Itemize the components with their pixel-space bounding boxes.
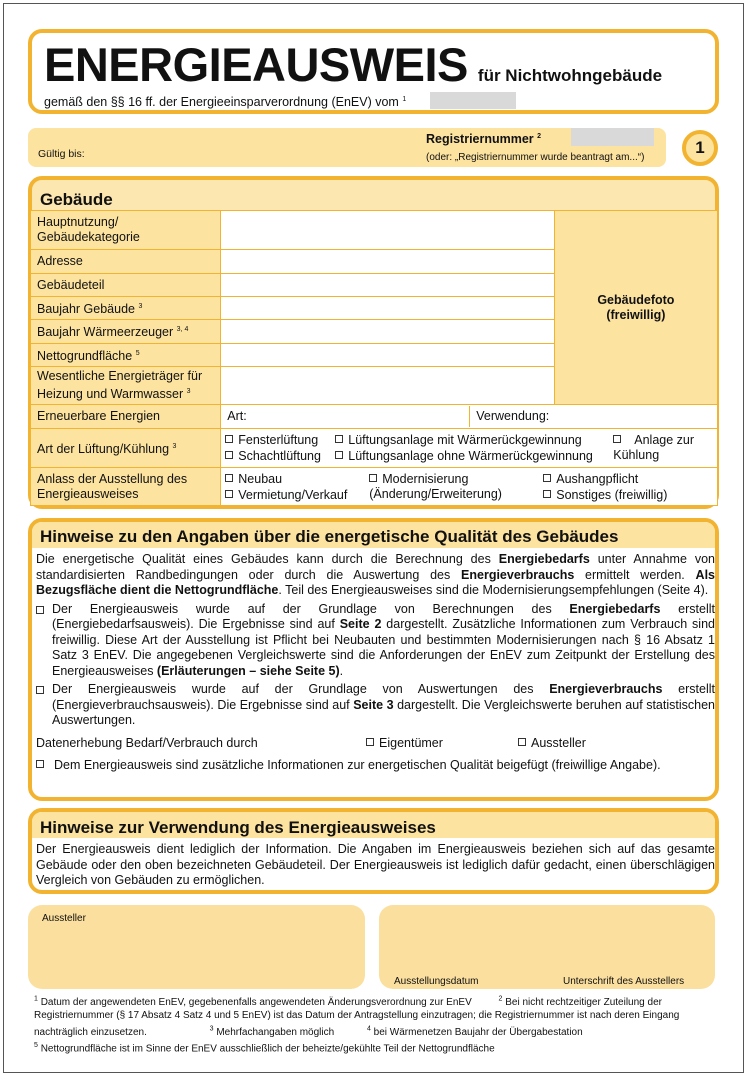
occasion-options xyxy=(221,468,718,506)
usage-title: Hinweise zur Verwendung des Energieausweises xyxy=(40,818,436,837)
notes-body xyxy=(36,552,715,772)
construction-year-field[interactable] xyxy=(221,297,554,320)
building-section xyxy=(28,176,719,509)
option-modernisation[interactable] xyxy=(369,472,534,502)
extra-info-option[interactable] xyxy=(36,758,715,772)
registration-label xyxy=(426,132,541,146)
footnote-number: 4 xyxy=(366,1025,371,1033)
usage-text: Der Energieausweis dient lediglich der Information. Die Angaben im Energieausweis beziehen sich auf das gesamte Gebäude oder den oben bezeichneten Gebäudeteil. Der Energieausweis ist lediglich dafür gedacht, einen überschlägigen Vergleich von Gebäuden zu ermöglichen. xyxy=(36,842,715,887)
checkbox[interactable] xyxy=(225,490,233,498)
option-label: Schachtlüftung xyxy=(238,449,321,463)
footnote-text: Bei nicht rechtzeitiger Zuteilung der Registriernummer (§ 17 Absatz 4 Satz 4 und 5 EnEV) ist das Datum der Antragstellung einzutragen; die Registriernummer ist nach deren Eingang nachträglich einzusetzen. xyxy=(34,997,680,1038)
option-label: Lüftungsanlage mit Wärmerückgewinnung xyxy=(348,433,582,447)
option-label: Aussteller xyxy=(531,735,586,750)
option-new-build[interactable] xyxy=(225,472,282,487)
footnote-text: Nettogrundfläche ist im Sinne der EnEV ausschließlich der beheizte/gekühlte Teil der Nettogrundfläche xyxy=(40,1042,495,1054)
label-text: Art der Lüftung/Kühlung xyxy=(37,442,170,457)
option-label: Dem Energieausweis sind zusätzliche Informationen zur energetischen Qualität beigefügt (freiwillige Angabe). xyxy=(54,757,661,772)
checkbox[interactable] xyxy=(366,738,374,746)
footnote-ref: 3, 4 xyxy=(176,326,189,334)
consumption-checkbox[interactable] xyxy=(36,686,44,694)
registration-bar xyxy=(28,128,666,167)
emphasis: Energieverbrauchs xyxy=(461,567,575,582)
main-use-field[interactable] xyxy=(221,211,554,250)
net-floor-area-field[interactable] xyxy=(221,344,554,367)
building-part-field[interactable] xyxy=(221,274,554,297)
checkbox[interactable] xyxy=(225,435,233,443)
label-text: Wesentliche Energieträger für Heizung und Warmwasser xyxy=(37,368,203,402)
row-label xyxy=(31,429,221,468)
option-label: Anlage zur Kühlung xyxy=(613,433,695,462)
building-table xyxy=(30,210,718,506)
notes-title: Hinweise zu den Angaben über die energetische Qualität des Gebäudes xyxy=(40,527,619,546)
option-label: Modernisierung (Änderung/Erweiterung) xyxy=(369,472,502,501)
emphasis: Energieverbrauchs xyxy=(549,682,663,696)
photo-label: Gebäudefoto xyxy=(597,292,675,307)
footnote-3 xyxy=(210,1027,335,1038)
checkbox[interactable] xyxy=(335,451,343,459)
text: Der Energieausweis wurde auf der Grundlage von Berechnungen des xyxy=(52,601,570,616)
text: ermittelt werden. xyxy=(574,567,696,582)
consumption-option xyxy=(36,682,715,729)
text: erstellt (Energieverbrauchsausweis). Die Ergebnisse sind auf xyxy=(52,682,715,712)
registration-label-text: Registriernummer xyxy=(426,132,534,146)
issue-date-label: Ausstellungsdatum xyxy=(394,976,479,987)
renewable-field[interactable] xyxy=(221,405,718,429)
footnote-ref: 3 xyxy=(172,442,177,450)
notes-intro xyxy=(36,552,715,599)
option-label: Vermietung/Verkauf xyxy=(238,488,348,502)
renewable-label: Erneuerbare Energien xyxy=(31,405,221,429)
option-rent-sale[interactable] xyxy=(225,488,347,503)
footnote-ref: 3 xyxy=(186,387,191,395)
footnote-ref: 2 xyxy=(537,132,542,140)
checkbox[interactable] xyxy=(225,474,233,482)
row-label xyxy=(31,320,221,344)
footnote-4 xyxy=(367,1027,583,1038)
renewable-use: Verwendung: xyxy=(476,409,550,423)
checkbox[interactable] xyxy=(36,760,44,768)
usage-section xyxy=(28,808,719,894)
building-photo[interactable] xyxy=(554,211,717,405)
row-label xyxy=(31,274,221,297)
footnote-1 xyxy=(34,997,472,1008)
regulation-date-field[interactable] xyxy=(430,92,516,109)
document-title: ENERGIEAUSWEIS xyxy=(44,38,468,91)
emphasis: Als Bezugsfläche dient die Nettogrundfläche xyxy=(36,567,715,597)
data-collection-row xyxy=(36,734,715,754)
option-cooling[interactable] xyxy=(613,433,713,463)
checkbox[interactable] xyxy=(335,435,343,443)
checkbox[interactable] xyxy=(225,451,233,459)
option-label: Eigentümer xyxy=(379,735,443,750)
footnote-ref: 1 xyxy=(402,95,407,103)
option-label: Lüftungsanlage ohne Wärmerückgewinnung xyxy=(348,449,593,463)
option-display-obligation[interactable] xyxy=(543,472,638,487)
footnotes-1-4 xyxy=(34,993,714,1039)
checkbox[interactable] xyxy=(369,474,377,482)
renewable-type: Art: xyxy=(221,406,470,427)
signature-label: Unterschrift des Ausstellers xyxy=(563,976,685,987)
option-window[interactable] xyxy=(225,433,318,448)
footnote-text: Mehrfachangaben möglich xyxy=(216,1026,335,1038)
demand-option-text: Der Energieausweis wurde auf der Grundlage von Berechnungen des Energiebedarfs erstellt (Energiebedarfsausweis). Die Ergebnisse sind auf Seite 2 dargestellt. Zusätzliche Informationen zum Verbrauch sind freiwillig. Diese Art der Ausstellung ist Pflicht bei Neubauten und bestimmten Modernisierungen nach § 16 Absatz 1 Satz 3 EnEV. Die angegebenen Vergleichswerte sind die Anforderungen der EnEV zum Zeitpunkt der Erstellung des Energieausweises (Erläuterungen – siehe Seite 5). xyxy=(52,601,715,678)
occasion-label: Anlass der Ausstellung des Energieausweises xyxy=(31,468,221,506)
document-subtitle: für Nichtwohngebäude xyxy=(477,66,663,85)
text: Die energetische Qualität eines Gebäudes kann durch die Berechnung des xyxy=(36,552,499,566)
footnote-5 xyxy=(34,1039,714,1055)
row-label xyxy=(31,367,221,405)
footnote-text: Datum der angewendeten EnEV, gegebenenfalls angewendeten Änderungsverordnung zur EnEV xyxy=(40,997,472,1009)
checkbox[interactable] xyxy=(543,474,551,482)
label-text: Adresse xyxy=(37,254,83,268)
page-number-badge: 1 xyxy=(682,130,718,166)
checkbox[interactable] xyxy=(613,435,621,443)
demand-option xyxy=(36,602,715,680)
text: erstellt (Energiebedarfsausweis). Die Ergebnisse sind auf xyxy=(52,601,715,631)
footnote-text: bei Wärmenetzen Baujahr der Übergabestation xyxy=(373,1026,583,1038)
footnote-number: 1 xyxy=(34,996,38,1003)
building-title: Gebäude xyxy=(40,190,113,209)
text: . Teil des Energieausweises sind die Modernisierungsempfehlungen (Seite 4). xyxy=(278,583,709,597)
regulation-text: gemäß den §§ 16 ff. der Energieeinsparverordnung (EnEV) vom xyxy=(44,95,399,109)
heater-year-field[interactable] xyxy=(221,320,554,344)
checkbox[interactable] xyxy=(518,738,526,746)
option-label: Sonstiges (freiwillig) xyxy=(556,488,668,502)
emphasis: Seite 2 xyxy=(339,617,382,631)
consumption-option-text xyxy=(52,682,715,729)
row-label xyxy=(31,250,221,274)
valid-until-label: Gültig bis: xyxy=(38,148,85,160)
issuer-option[interactable] xyxy=(518,736,586,750)
title-line xyxy=(44,39,662,91)
energy-carriers-field[interactable] xyxy=(221,367,554,405)
label-text: Gebäudeteil xyxy=(37,277,105,292)
footnote-ref: 5 xyxy=(135,349,140,357)
text: Der Energieausweis wurde auf der Grundlage von Auswertungen des xyxy=(52,682,550,696)
option-no-heat-recovery[interactable] xyxy=(335,449,593,464)
registration-note: (oder: „Registriernummer wurde beantragt am...“) xyxy=(426,152,645,163)
emphasis: Seite 3 xyxy=(353,697,394,712)
row-label xyxy=(31,211,221,250)
owner-option[interactable] xyxy=(366,736,443,750)
row-label xyxy=(31,297,221,320)
text: dargestellt. Die Vergleichswerte beruhen auf statistischen Auswertungen. xyxy=(52,697,715,727)
notes-section xyxy=(28,518,719,801)
signature-box[interactable] xyxy=(379,905,715,989)
footnote-number: 5 xyxy=(34,1041,38,1049)
emphasis: Energiebedarfs xyxy=(498,552,590,566)
row-label xyxy=(31,344,221,367)
label-text: Baujahr Gebäude xyxy=(37,302,135,317)
option-label: Aushangpflicht xyxy=(556,472,639,486)
label-text: Baujahr Wärmeerzeuger xyxy=(37,325,174,340)
footnote-number: 2 xyxy=(498,996,503,1003)
emphasis: Energiebedarfs xyxy=(569,601,661,616)
photo-note: (freiwillig) xyxy=(606,307,666,322)
option-label: Fensterlüftung xyxy=(238,433,319,447)
footnote-number: 3 xyxy=(209,1025,214,1033)
registration-number-field[interactable] xyxy=(571,128,654,146)
emphasis: (Erläuterungen – siehe Seite 5) xyxy=(156,663,340,678)
label-text: Hauptnutzung/ Gebäudekategorie xyxy=(37,215,140,244)
option-label: Neubau xyxy=(238,472,283,486)
issuer-label: Aussteller xyxy=(42,913,86,924)
data-collection-label: Datenerhebung Bedarf/Verbrauch durch xyxy=(36,735,258,750)
option-other[interactable] xyxy=(543,488,667,503)
demand-checkbox[interactable] xyxy=(36,606,44,614)
footnote-ref: 3 xyxy=(138,302,143,310)
address-field[interactable] xyxy=(221,250,554,274)
text: unter Annahme von standardisierten Randbedingungen oder durch die Auswertung des xyxy=(36,552,715,582)
regulation-line xyxy=(44,95,406,109)
text: dargestellt. Zusätzliche Informationen zum Verbrauch sind freiwillig. Diese Art der Ausstellung ist Pflicht bei Neubauten und bestimmten Modernisierungen nach § 16 Absatz 1 Satz 3 EnEV. Die angegebenen Vergleichswerte sind die Anforderungen der EnEV zum Zeitpunkt der Erstellung des Energieausweises xyxy=(52,617,715,678)
option-heat-recovery[interactable] xyxy=(335,433,581,448)
label-text: Nettogrundfläche xyxy=(37,349,133,364)
option-shaft[interactable] xyxy=(225,449,321,464)
issuer-box[interactable] xyxy=(28,905,365,989)
header-box xyxy=(28,29,719,114)
checkbox[interactable] xyxy=(543,490,551,498)
ventilation-options xyxy=(221,429,718,468)
footnotes xyxy=(34,993,714,1055)
